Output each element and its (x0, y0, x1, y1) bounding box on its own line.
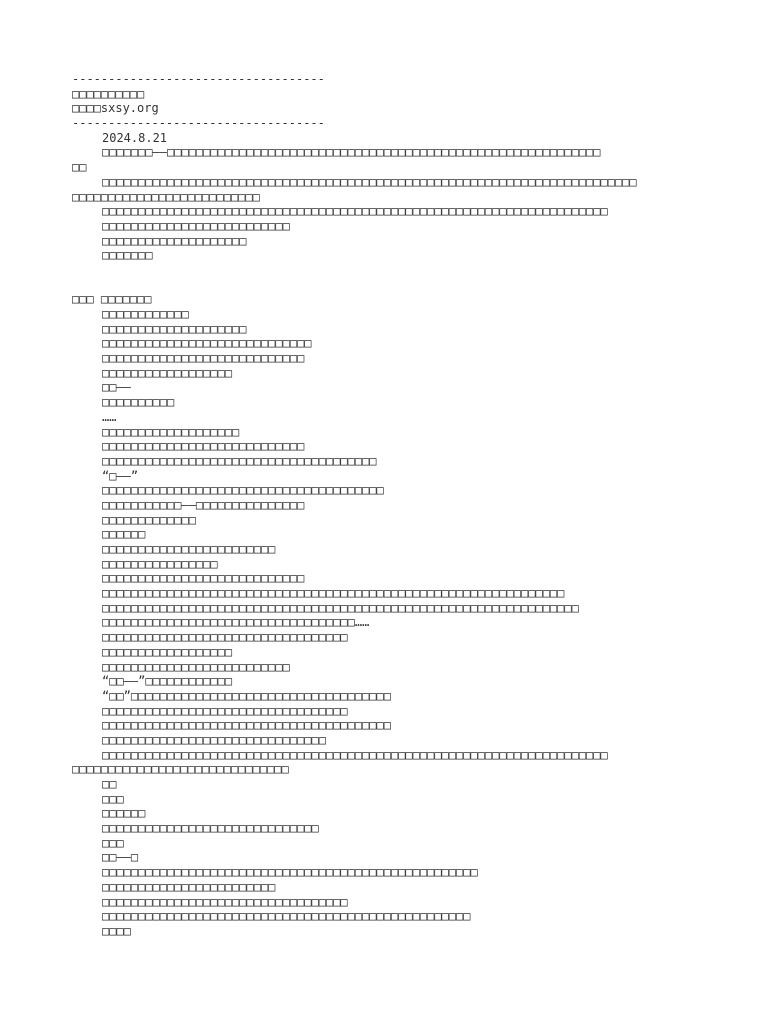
text-line: □□□□□□□□□□□□□□□□□□□□□□□□□□□□□□ (72, 762, 289, 777)
text-line: □□□□□□□□□□□□□□□□□□□ (102, 424, 240, 439)
blank-line (72, 278, 702, 293)
text-line: □□□□□□□ (102, 248, 153, 263)
text-line: □□□□□□□□□□□□□□□□□□□□□□□□□□□□□□□□□□□□□□□□□□□□□□□□□□□□ (102, 865, 478, 880)
text-line: □□ (72, 160, 87, 175)
text-line: □□□ (102, 835, 124, 850)
text-line: □□□□□□□□□□□□□□□□□□□□□□□□□□□□ (102, 351, 305, 366)
text-line: □□□□□□□□□□□□□□□□□□□□□□□□□□□□□□□□□□ (102, 703, 348, 718)
text-line: □□□□□□□□□□□□□□□□□□□□□□□□□□□□□ (102, 336, 312, 351)
text-line: □□□□□□□□□□□□□□□□□□□□ (102, 321, 247, 336)
text-line: □□□□□□□□□□□□□□□□□□□□□□□□□□□□□□□□□□□□□□□□□□□□□□□□□□□ (102, 909, 471, 924)
text-line: □□□□□□□□□□□□□□□□□□□□□□□□□□□□□□□□□□ (102, 630, 348, 645)
text-line: □□□□□□□——□□□□□□□□□□□□□□□□□□□□□□□□□□□□□□□□□□□□□□□□□□□□□□□□□□□□□□□□□□□□ (102, 145, 601, 160)
text-line: 2024.8.21 (102, 130, 168, 145)
text-line: □□——□ (102, 850, 139, 865)
text-line: □□□□□□□□□□□□□□□□□□□□□□□□□□□□□□□□□□□□□□□□ (102, 718, 391, 733)
text-line: □□□□□□□□□□□□□□□□□□□□□□□□□□□□□□□□□□□□□□□□□□□□□□□□□□□□□□□□□□□□□□□□□□□□□□□□□□ (102, 174, 637, 189)
text-line: □□□□□□□□□□□□□□□□□□□□□□□□□□□□□□□□□□ (102, 894, 348, 909)
text-line: □□□□□□□□□□□□□□□□□□□□□□□□□□□□□□□□□□□□□□□□□□□□□□□□□□□□□□□□□□□□□□□□□□□□□□ (102, 747, 608, 762)
text-line: □□□□□□□□□□□□□□□□□□□□□□□□ (102, 879, 276, 894)
text-line: □□□□□□□□□□ (72, 86, 145, 101)
text-line: □□□□□□□□□□ (102, 395, 175, 410)
text-line: □□□□□□ (102, 806, 146, 821)
text-line: □□□□sxsy.org (72, 101, 159, 116)
text-line: □□□□□□□□□□□□□□□□□□□□□□□□□□□□□□□□□□□□□□□□□□□□□□□□□□□□□□□□□□□□□□□□ (102, 586, 565, 601)
text-line: □□□□□□□□□□□□□□□□□□□□□□□□□□□□□□□□□□□□□□□ (102, 483, 384, 498)
text-line: □□□□□□□□□□□□□□□□□□□□□□□□□□ (102, 659, 290, 674)
text-line: ----------------------------------- (72, 72, 325, 86)
text-line: □□□□□□□□□□□□□□□□□□ (102, 365, 233, 380)
text-line: “□——” (102, 468, 139, 483)
text-line: □□□□□□□□□□□□□□□□□□□□□□□□□□ (102, 218, 290, 233)
text-line: □□□□□□□□□□□□□□□□□□ (102, 644, 233, 659)
text-line: □□□□□□ (102, 527, 146, 542)
text-line: □□□□□□□□□□□□□□□□□□□□□□□□□□□□□□□□□□□□□□ (102, 453, 377, 468)
text-line: □□□□□□□□□□□□□□□□□□□□□□□□□□ (72, 189, 260, 204)
text-line: □□ (102, 777, 117, 791)
text-line: □□□□□□□□□□□□ (102, 307, 189, 321)
text-line: □□□□□□□□□□□□□□□□□□□□□□□□□□□□□□□□□□□□□□□□□□□□□□□□□□□□□□□□□□□□□□□□□□ (102, 600, 579, 615)
text-line: □□□□□□□□□□□——□□□□□□□□□□□□□□□ (102, 497, 305, 512)
text-line: □□□□□□□□□□□□□□□□□□□□□□□□ (102, 542, 276, 556)
text-line: …… (102, 409, 117, 424)
text-line: □□□□□□□□□□□□□□□□□□□□□□□□□□□□□□□□□□□…… (102, 615, 370, 630)
text-line: □□□ □□□□□□□ (72, 292, 152, 307)
text-line: ----------------------------------- (72, 116, 325, 131)
text-line: □□□□□□□□□□□□□□□□□□□□□□□□□□□□□□□□□□□□□□□□□□□□□□□□□□□□□□□□□□□□□□□□□□□□□□ (102, 204, 608, 219)
text-line: □□□□□□□□□□□□□□□□□□□□□□□□□□□□ (102, 439, 305, 454)
text-line: □□□ (102, 791, 124, 806)
text-line: □□□□□□□□□□□□□□□□ (102, 556, 218, 571)
text-line: □□—— (102, 380, 131, 395)
text-line: □□□□□□□□□□□□□ (102, 512, 196, 527)
text-line: “□□——”□□□□□□□□□□□□ (102, 674, 233, 689)
document-body (72, 72, 702, 939)
text-line: □□□□□□□□□□□□□□□□□□□□ (102, 233, 247, 248)
text-line: □□□□□□□□□□□□□□□□□□□□□□□□□□□□ (102, 571, 305, 586)
text-line: “□□”□□□□□□□□□□□□□□□□□□□□□□□□□□□□□□□□□□□□ (102, 688, 391, 703)
document-page (72, 72, 702, 939)
blank-line (72, 263, 702, 278)
text-line: □□□□□□□□□□□□□□□□□□□□□□□□□□□□□□ (102, 821, 319, 836)
text-line: □□□□ (102, 923, 131, 938)
text-line: □□□□□□□□□□□□□□□□□□□□□□□□□□□□□□□ (102, 732, 326, 747)
